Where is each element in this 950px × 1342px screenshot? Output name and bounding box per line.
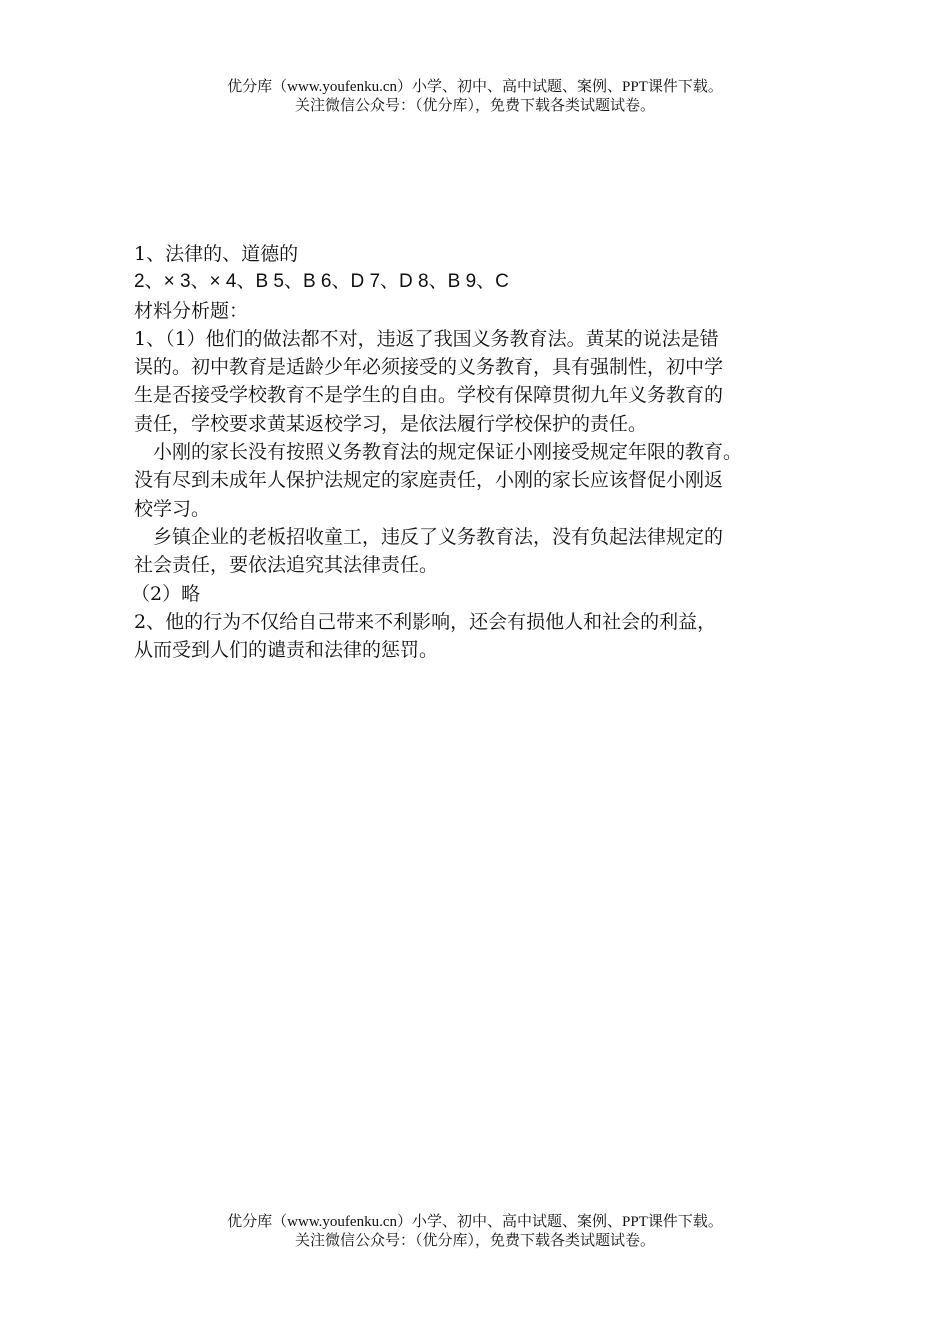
answer-line: 社会责任，要依法追究其法律责任。 [134,554,439,577]
page-header [0,78,950,116]
footer-line-2: 关注微信公众号：（优分库），免费下载各类试题试卷。 [294,1233,655,1249]
header-line-2: 关注微信公众号：（优分库），免费下载各类试题试卷。 [294,98,655,114]
answer-line: 乡镇企业的老板招收童工，违反了义务教育法，没有负起法律规定的 [153,525,724,548]
header-line-1: 优分库（www.youfenku.cn）小学、初中、高中试题、案例、PPT课件下载。 [227,79,723,95]
answer-line: 从而受到人们的谴责和法律的惩罚。 [134,639,439,662]
answer-line: 1、法律的、道德的 [134,243,299,265]
answer-content [131,240,834,664]
answer-line: 生是否接受学校教育不是学生的自由。学校有保障贯彻九年义务教育的 [134,384,724,407]
footer-line-1: 优分库（www.youfenku.cn）小学、初中、高中试题、案例、PPT课件下载。 [227,1214,723,1230]
answer-line: 小刚的家长没有按照义务教育法的规定保证小刚接受规定年限的教育。 [153,441,743,464]
page-footer [0,1213,950,1251]
answer-line: 误的。初中教育是适龄少年必须接受的义务教育，具有强制性，初中学 [134,356,724,379]
answer-line: （2）略 [131,582,201,605]
answer-line: 2、× 3、× 4、B 5、B 6、D 7、D 8、B 9、C [134,271,509,293]
section-heading: 材料分析题： [134,299,249,322]
answer-line: 2、他的行为不仅给自己带来不利影响，还会有损他人和社会的利益， [134,610,717,633]
answer-line: 责任，学校要求黄某返校学习，是依法履行学校保护的责任。 [134,412,648,435]
answer-line: 1、（1）他们的做法都不对，违返了我国义务教育法。黄某的说法是错 [134,327,719,350]
answer-line: 没有尽到未成年人保护法规定的家庭责任，小刚的家长应该督促小刚返 [134,469,724,492]
answer-line: 校学习。 [134,497,211,520]
